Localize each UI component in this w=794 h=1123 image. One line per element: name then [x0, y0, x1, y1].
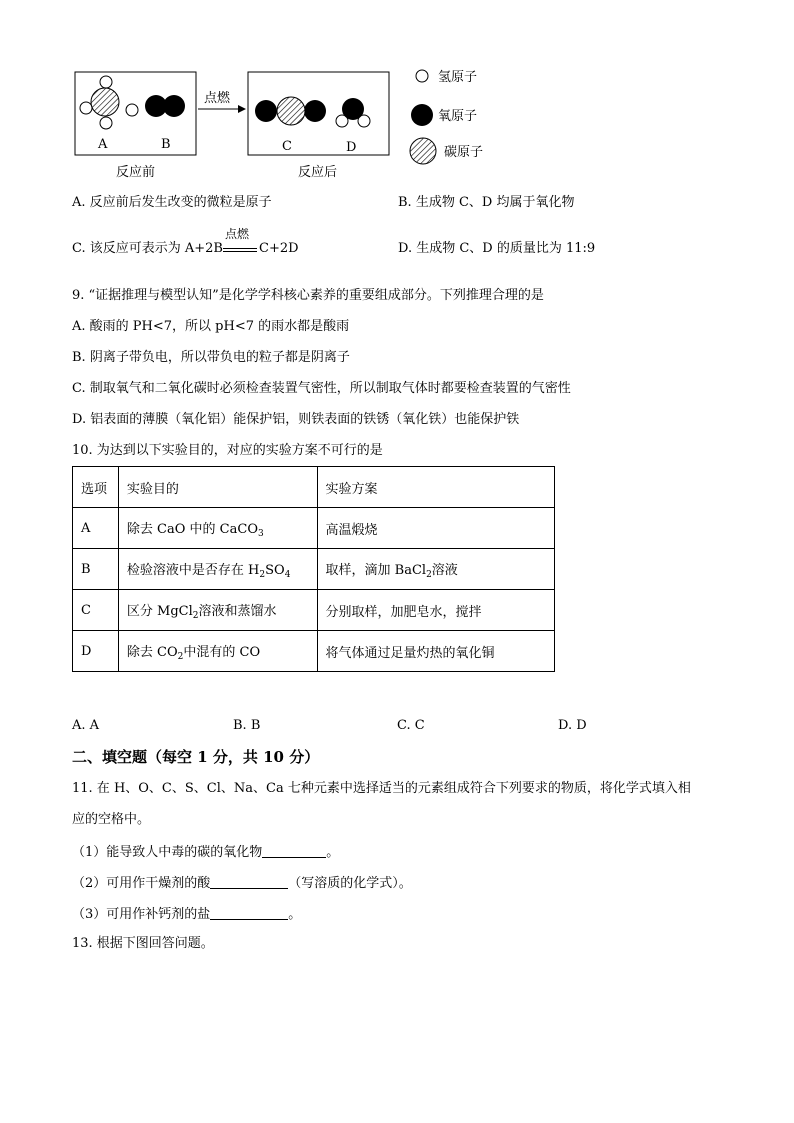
table-row	[73, 590, 555, 631]
row-plan: 高温煅烧	[317, 508, 554, 549]
q8-option-c	[72, 227, 299, 257]
table-row	[73, 631, 555, 672]
q8-option-c-suffix: C+2D	[259, 241, 299, 256]
section-2-title: 二、填空题（每空 1 分，共 10 分）	[72, 748, 320, 766]
molecule-d	[336, 98, 370, 127]
row-plan: 将气体通过足量灼热的氧化铜	[317, 631, 554, 672]
reaction-diagram	[60, 60, 500, 185]
q10-answer-b: B. B	[233, 718, 261, 733]
header-goal: 实验目的	[118, 467, 317, 508]
row-plan: 取样，滴加 BaCl$_2$溶液	[317, 549, 554, 590]
table-row	[73, 508, 555, 549]
q11-part-1: （1）能导致人中毒的碳的氧化物 。	[72, 845, 340, 860]
q9-option-d: D. 铝表面的薄膜（氧化铝）能保护铝，则铁表面的铁锈（氧化铁）也能保护铁	[72, 412, 520, 427]
row-goal: 除去 $CO_2$中混有的 CO	[118, 631, 317, 672]
q11-stem-line1: 11. 在 H、O、C、S、Cl、Na、Ca 七种元素中选择适当的元素组成符合下列要求的物质，将化学式填入相	[72, 781, 691, 796]
before-caption: 反应前	[116, 165, 156, 180]
row-option: C	[73, 590, 119, 631]
answer-blank-1[interactable]	[262, 843, 326, 858]
answer-blank-3[interactable]	[210, 905, 288, 920]
q8-option-c-prefix: C. 该反应可表示为 A+2B	[72, 241, 223, 256]
label-b: B	[161, 137, 171, 152]
hydrogen-legend-icon	[416, 70, 428, 82]
label-c: C	[282, 139, 292, 154]
label-d: D	[346, 140, 357, 155]
q10-stem: 10. 为达到以下实验目的，对应的实验方案不可行的是	[72, 443, 383, 458]
table-row	[73, 549, 555, 590]
q10-table	[72, 466, 555, 672]
label-a: A	[98, 137, 108, 152]
row-option: D	[73, 631, 119, 672]
q10-answer-d: D. D	[558, 718, 587, 733]
row-goal: 除去 CaO 中的 CaCO$_3$	[118, 508, 317, 549]
oxygen-legend-icon	[411, 104, 433, 126]
q9-option-c: C. 制取氧气和二氧化碳时必须检查装置气密性，所以制取气体时都要检查装置的气密性	[72, 381, 571, 396]
row-option: B	[73, 549, 119, 590]
arrow-condition: 点燃	[204, 91, 231, 106]
q9-option-b: B. 阴离子带负电，所以带负电的粒子都是阴离子	[72, 350, 350, 365]
q9-option-a: A. 酸雨的 PH<7，所以 pH<7 的雨水都是酸雨	[72, 319, 350, 334]
q11-part-2: （2）可用作干燥剂的酸 （写溶质的化学式）。	[72, 876, 412, 891]
row-option: A	[73, 508, 119, 549]
carbon-legend-label: 碳原子	[444, 145, 484, 160]
header-option: 选项	[73, 467, 119, 508]
oxygen-legend-label: 氧原子	[438, 109, 478, 124]
row-goal: 检验溶液中是否存在 $H_2SO_4$	[118, 549, 317, 590]
molecule-b	[145, 95, 185, 117]
q8-option-b: B. 生成物 C、D 均属于氧化物	[398, 195, 575, 210]
q10-answer-a: A. A	[72, 718, 100, 733]
q8-equals-arrow	[223, 227, 259, 257]
row-plan: 分别取样，加肥皂水，搅拌	[317, 590, 554, 631]
table-header-row	[73, 467, 555, 508]
after-caption: 反应后	[298, 165, 338, 180]
hydrogen-legend-label: 氢原子	[438, 70, 478, 85]
q8-option-d: D. 生成物 C、D 的质量比为 11:9	[398, 241, 596, 256]
q8-option-a: A. 反应前后发生改变的微粒是原子	[72, 195, 272, 210]
q9-stem: 9. “证据推理与模型认知”是化学学科核心素养的重要组成部分。下列推理合理的是	[72, 288, 544, 303]
molecule-a	[80, 76, 138, 129]
q11-stem-line2: 应的空格中。	[72, 812, 151, 827]
row-goal: 区分 MgCl$_2$溶液和蒸馏水	[118, 590, 317, 631]
header-plan: 实验方案	[317, 467, 554, 508]
molecule-c	[255, 97, 326, 125]
q10-answer-c: C. C	[397, 718, 425, 733]
q13-stem: 13. 根据下图回答问题。	[72, 936, 214, 951]
q8-equation-condition: 点燃	[225, 227, 250, 241]
answer-blank-2[interactable]	[210, 874, 288, 889]
carbon-legend-icon	[410, 138, 436, 164]
q11-part-3: （3）可用作补钙剂的盐 。	[72, 907, 302, 922]
